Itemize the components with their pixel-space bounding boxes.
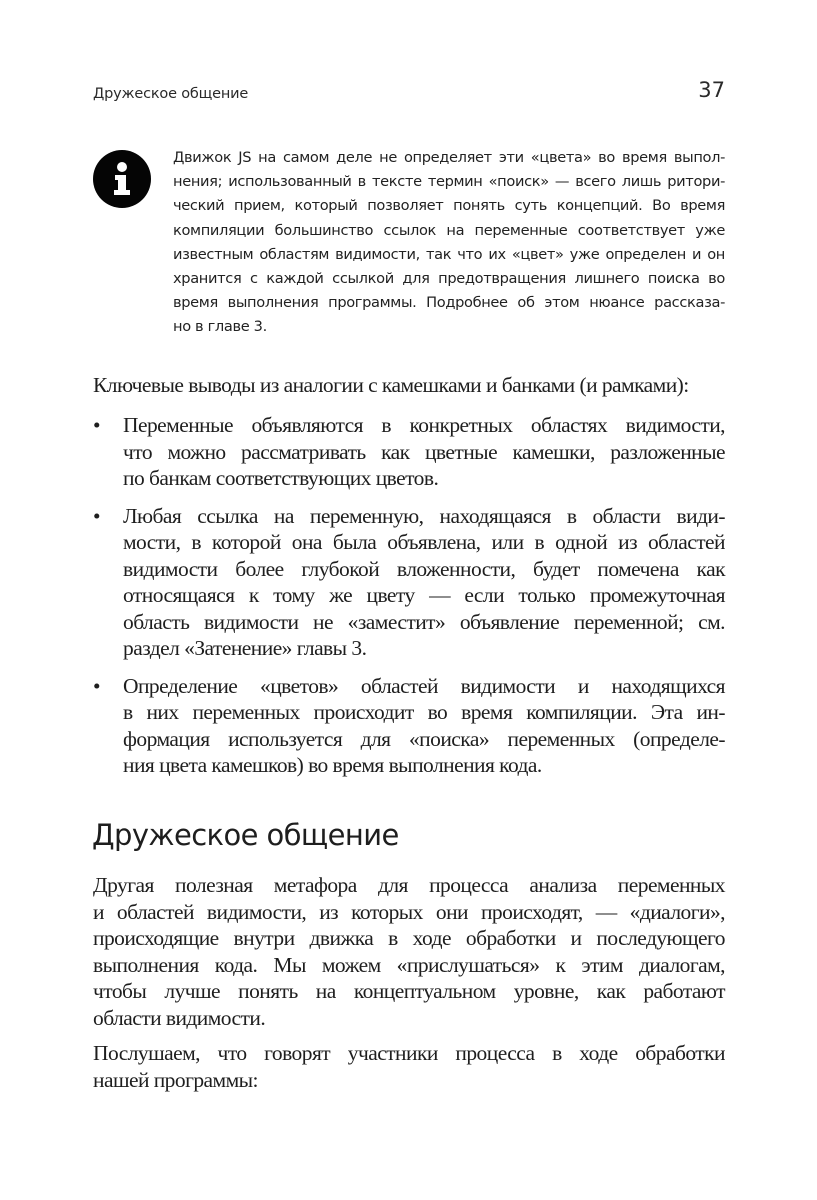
- text-line: чтобы лучше понять на концептуальном уровне, как работают: [93, 979, 725, 1003]
- text-line: происходящие внутри движка в ходе обработки и последующего: [93, 926, 725, 950]
- bullet-icon: •: [93, 673, 100, 698]
- text-line: раздел «Затенение» главы 3.: [123, 636, 367, 660]
- note-line: время выполнения программы. Подробнее об этом нюансе рассказа-: [173, 294, 725, 312]
- section-paragraph: [93, 872, 725, 1031]
- text-line: Определение «цветов» областей видимости и находящихся: [123, 673, 725, 698]
- text-line: что можно рассматривать как цветные камешки, разложенные: [123, 439, 725, 464]
- text-line: Послушаем, что говорят участники процесса в ходе обработки: [93, 1041, 725, 1065]
- note-line: известным областям видимости, так что их «цвет» уже определен и он: [173, 245, 725, 263]
- note-line: ческий прием, который позволяет понять суть концепций. Во время: [173, 197, 725, 215]
- text-line: по банкам соответствующих цветов.: [123, 466, 439, 490]
- note-line: компиляции большинство ссылок на переменные соответствует уже: [173, 221, 725, 239]
- bullet-icon: •: [93, 503, 100, 528]
- list-item: [93, 673, 725, 779]
- text-line: области видимости.: [93, 1005, 266, 1030]
- text-line: Любая ссылка на переменную, находящаяся в области види-: [123, 503, 725, 528]
- text-line: Переменные объявляются в конкретных областях видимости,: [123, 413, 725, 437]
- note-line: нения; использованный в тексте термин «поиск» — всего лишь ритори-: [173, 173, 725, 191]
- info-icon: [93, 150, 151, 208]
- text-line: относящаяся к тому же цвету — если только промежуточная: [123, 583, 725, 607]
- text-line: формация используется для «поиска» переменных (определе-: [123, 726, 725, 751]
- page-number: 37: [698, 78, 725, 102]
- text-line: видимости более глубокой вложенности, будет помечена как: [123, 556, 725, 581]
- section-paragraph: [93, 1040, 725, 1093]
- text-line: нашей программы:: [93, 1067, 258, 1092]
- text-line: область видимости не «заместит» объявление переменной; см.: [123, 609, 725, 634]
- bullet-list: [93, 412, 725, 790]
- list-item: [93, 412, 725, 492]
- text-line: выполнения кода. Мы можем «прислушаться» к этим диалогам,: [93, 952, 725, 977]
- section-heading: Дружеское общение: [92, 818, 399, 852]
- text-line: в них переменных происходит во время компиляции. Эта ин-: [123, 700, 725, 724]
- note-line: но в главе 3.: [173, 318, 267, 336]
- note-line: Движок JS на самом деле не определяет эти «цвета» во время выпол-: [173, 149, 725, 166]
- note-line: хранится с каждой ссылкой для предотвращения лишнего поиска во: [173, 270, 725, 288]
- text-line: и областей видимости, из которых они происходят, — «диалоги»,: [93, 899, 725, 924]
- lead-paragraph: Ключевые выводы из аналогии с камешками и банками (и рамками):: [93, 373, 689, 397]
- text-line: ния цвета камешков) во время выполнения кода.: [123, 753, 542, 777]
- bullet-icon: •: [93, 413, 100, 437]
- text-line: Другая полезная метафора для процесса анализа переменных: [93, 873, 725, 897]
- note-text: [173, 146, 725, 340]
- text-line: мости, в которой она была объявлена, или в одной из областей: [123, 530, 725, 554]
- running-head: Дружеское общение: [93, 86, 249, 102]
- list-item: [93, 503, 725, 662]
